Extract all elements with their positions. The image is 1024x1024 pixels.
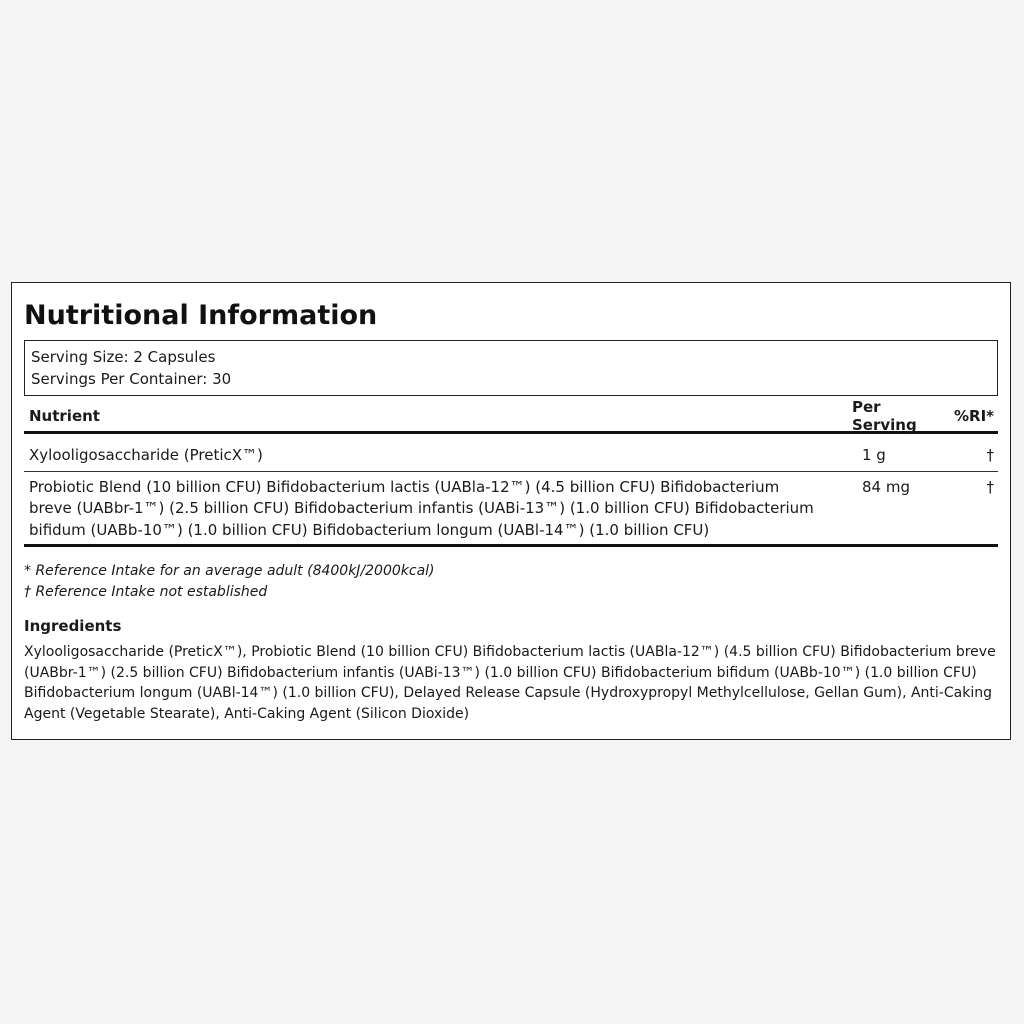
- footnote-reference-intake: * Reference Intake for an average adult (8400kJ/2000kcal): [24, 563, 435, 579]
- serving-size: Serving Size: 2 Capsules: [31, 348, 216, 366]
- servings-per-container: Servings Per Container: 30: [31, 369, 232, 388]
- ingredients-text: Xylooligosaccharide (PreticX™), Probiotic Blend (10 billion CFU) Bifidobacterium lactis (UABla-12™) (4.5 billion CFU) Bifidobacterium breve (UABbr-1™) (2.5 billion CFU) Bifidobacterium infantis (UABi-13™) (1.0 billion CFU) Bifidobacterium bifidum (UABb-10™) (1.0 billion CFU) Bifidobacterium longum (UABl-14™) (1.0 billion CFU), Delayed Release Capsule (Hydroxypropyl Methylcellulose, Gellan Gum), Anti-Caking Agent (Vegetable Stearate), Anti-Caking Agent (Silicon Dioxide): [24, 644, 996, 722]
- header-nutrient: Nutrient: [29, 407, 100, 425]
- nutrient-table-header: [24, 398, 998, 434]
- nutrient-name: Probiotic Blend (10 billion CFU) Bifidobacterium lactis (UABla-12™) (4.5 billion CFU) Bifidobacterium breve (UABbr-1™) (2.5 billion CFU) Bifidobacterium infantis (UABi-13™) (1.0 billion CFU) Bifidobacterium bifidum (UABb-10™) (1.0 billion CFU) Bifidobacterium longum (UABl-14™) (1.0 billion CFU): [29, 477, 814, 539]
- nutrient-ri: †: [986, 446, 994, 464]
- serving-info-box: [24, 340, 998, 396]
- nutrient-amount: 84 mg: [862, 477, 910, 496]
- header-ri: %RI*: [953, 407, 994, 425]
- ingredients-heading: Ingredients: [24, 617, 122, 635]
- footnotes: [24, 561, 998, 602]
- nutrient-ri: †: [986, 477, 994, 496]
- table-row: [24, 472, 998, 548]
- footnote-not-established: † Reference Intake not established: [24, 583, 268, 600]
- nutrition-title: Nutritional Information: [24, 300, 378, 331]
- table-row: [24, 434, 998, 472]
- nutrition-label-panel: [11, 282, 1011, 740]
- nutrient-name: Xylooligosaccharide (PreticX™): [29, 446, 263, 464]
- nutrient-amount: 1 g: [862, 446, 886, 464]
- header-per-serving: Per Serving: [852, 398, 917, 434]
- nutrient-table: [24, 398, 998, 547]
